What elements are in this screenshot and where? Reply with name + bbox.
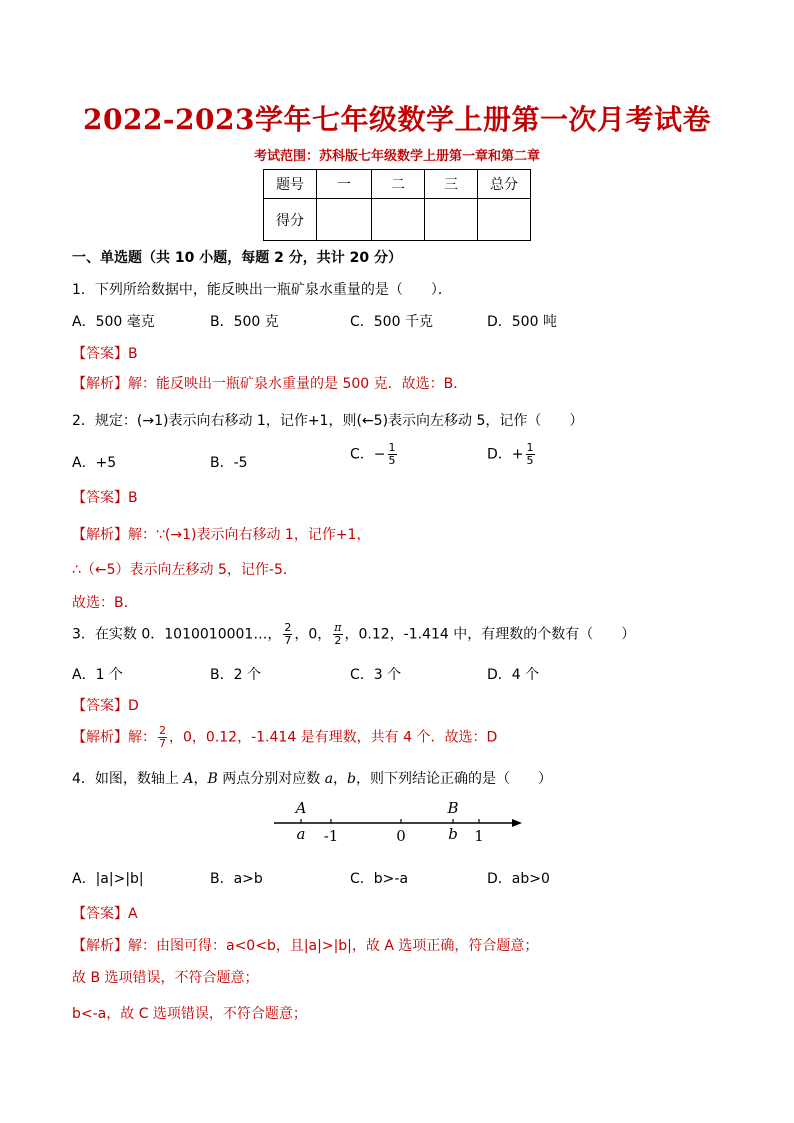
- stem-var: b: [347, 771, 357, 787]
- q1-option-b: B．500 克: [210, 314, 279, 330]
- q1-option-a: A．500 毫克: [72, 314, 155, 330]
- score-header-cell: 一: [317, 170, 372, 199]
- stem-text: 3．在实数 0．1010010001…，: [72, 626, 282, 643]
- fraction-denominator: 5: [526, 454, 534, 467]
- number-line-figure: [268, 795, 528, 847]
- tick-0-label: 0: [396, 827, 406, 845]
- fraction-one-fifth: [526, 442, 535, 467]
- question-4-stem: [72, 768, 552, 788]
- stem-text: 两点分别对应数: [217, 771, 325, 787]
- analysis-text: ，-1.414 是有理数，共有 4 个．故选：D: [237, 729, 498, 746]
- q3-option-a: A．1 个: [72, 667, 123, 683]
- analysis-text: 解：: [128, 729, 156, 746]
- fraction-denominator: 7: [159, 737, 166, 750]
- q3-analysis: [72, 725, 497, 750]
- option-letter: D．: [487, 446, 512, 463]
- question-1-stem: 1．下列所给数据中，能反映出一瓶矿泉水重量的是（ ）．: [72, 282, 452, 298]
- analysis-text: 解：由图可得：a<0<b，且|a|>|b|，故 A 选项正确，符合题意；: [128, 938, 539, 954]
- stem-var: B: [207, 771, 218, 787]
- score-header-cell: 题号: [264, 170, 317, 199]
- q2-analysis-3: 故选：B．: [72, 595, 138, 611]
- fraction-two-sevenths: [283, 622, 292, 647]
- plus-sign: +: [511, 446, 524, 463]
- q4-answer: 【答案】A: [72, 906, 138, 922]
- value-a-label: a: [296, 825, 306, 843]
- fraction-pi-half: [333, 622, 342, 647]
- tick-1-label: 1: [474, 827, 484, 845]
- analysis-tag: 【解析】: [72, 376, 128, 392]
- q2-option-d: [487, 442, 537, 467]
- analysis-tag: 【解析】: [72, 527, 128, 543]
- q2-option-a: A．+5: [72, 455, 117, 471]
- q2-analysis-1: [72, 524, 370, 544]
- fraction-numerator: π: [334, 621, 342, 634]
- score-cell: [317, 199, 372, 241]
- score-table: [263, 169, 531, 241]
- page-title: 2022-2023学年七年级数学上册第一次月考试卷: [83, 103, 711, 136]
- q2-option-b: B．-5: [210, 455, 248, 471]
- score-header-cell: 三: [425, 170, 478, 199]
- q1-analysis: [72, 373, 467, 393]
- fraction-one-fifth: [388, 442, 397, 467]
- analysis-tag: 【解析】: [72, 729, 128, 746]
- stem-text: ，0.1: [344, 626, 381, 643]
- q2-answer: 【答案】B: [72, 490, 138, 506]
- stem-var: A: [183, 771, 194, 787]
- fraction-numerator: 1: [388, 441, 396, 454]
- q4-analysis-3: b<-a，故 C 选项错误，不符合题意；: [72, 1006, 307, 1022]
- score-cell: [425, 199, 478, 241]
- fraction-numerator: 2: [159, 724, 166, 737]
- stem-text: ，则下列结论正确的是（ ）: [356, 771, 553, 787]
- analysis-text: ，0，0.1: [169, 729, 229, 746]
- q4-option-c: C．b>-a: [350, 871, 409, 887]
- q3-answer: 【答案】D: [72, 698, 139, 714]
- analysis-tag: 【解析】: [72, 938, 128, 954]
- option-letter: C．: [350, 446, 374, 463]
- q1-answer: 【答案】B: [72, 346, 138, 362]
- stem-text: 4．如图，数轴上: [72, 771, 184, 787]
- stem-text: ，: [193, 771, 208, 787]
- repeating-digit: 2̇: [380, 626, 390, 643]
- q4-option-d: D．ab>0: [487, 871, 550, 887]
- repeating-digit: 2̇: [228, 729, 238, 746]
- score-header-cell: 总分: [478, 170, 531, 199]
- question-2-stem: 2．规定：(→1)表示向右移动 1，记作+1，则(←5)表示向左移动 5，记作（ ）: [72, 413, 584, 429]
- fraction-denominator: 2: [334, 634, 342, 647]
- stem-text: ，0，: [294, 626, 332, 643]
- q3-option-c: C．3 个: [350, 667, 402, 683]
- point-a-label: A: [295, 799, 307, 817]
- analysis-text: 解：能反映出一瓶矿泉水重量的是 500 克．故选：B．: [128, 376, 468, 392]
- number-line-arrow: [512, 819, 522, 827]
- q1-option-c: C．500 千克: [350, 314, 433, 330]
- stem-text: ，: [333, 771, 348, 787]
- point-b-label: B: [447, 799, 459, 817]
- q4-option-b: B．a>b: [210, 871, 263, 887]
- q3-option-b: B．2 个: [210, 667, 261, 683]
- fraction-two-sevenths: [158, 725, 167, 750]
- exam-scope: 考试范围：苏科版七年级数学上册第一章和第二章: [253, 149, 540, 164]
- tick-neg1-label: -1: [323, 827, 339, 845]
- q2-analysis-2: ∴（←5）表示向左移动 5，记作-5．: [72, 562, 297, 578]
- score-cell: [372, 199, 425, 241]
- value-b-label: b: [448, 825, 458, 843]
- fraction-numerator: 2: [284, 621, 292, 634]
- fraction-numerator: 1: [526, 441, 534, 454]
- stem-text: ，-1.414 中，有理数的个数有（ ）: [389, 626, 636, 643]
- q2-option-c: [350, 442, 399, 467]
- minus-sign: −: [373, 446, 386, 463]
- score-row-label: 得分: [264, 199, 317, 241]
- score-cell: [478, 199, 531, 241]
- q4-analysis-1: [72, 935, 538, 955]
- q1-option-d: D．500 吨: [487, 314, 557, 330]
- question-3-stem: [72, 622, 635, 647]
- score-header-cell: 二: [372, 170, 425, 199]
- q3-option-d: D．4 个: [487, 667, 540, 683]
- analysis-text: 解：∵(→1)表示向右移动 1，记作+1，: [128, 527, 371, 543]
- stem-var: a: [324, 771, 334, 787]
- q4-option-a: A．|a|>|b|: [72, 871, 144, 887]
- section-heading: 一、单选题（共 10 小题，每题 2 分，共计 20 分）: [72, 250, 402, 266]
- fraction-denominator: 5: [388, 454, 396, 467]
- fraction-denominator: 7: [284, 634, 292, 647]
- q4-analysis-2: 故 B 选项错误，不符合题意；: [72, 970, 259, 986]
